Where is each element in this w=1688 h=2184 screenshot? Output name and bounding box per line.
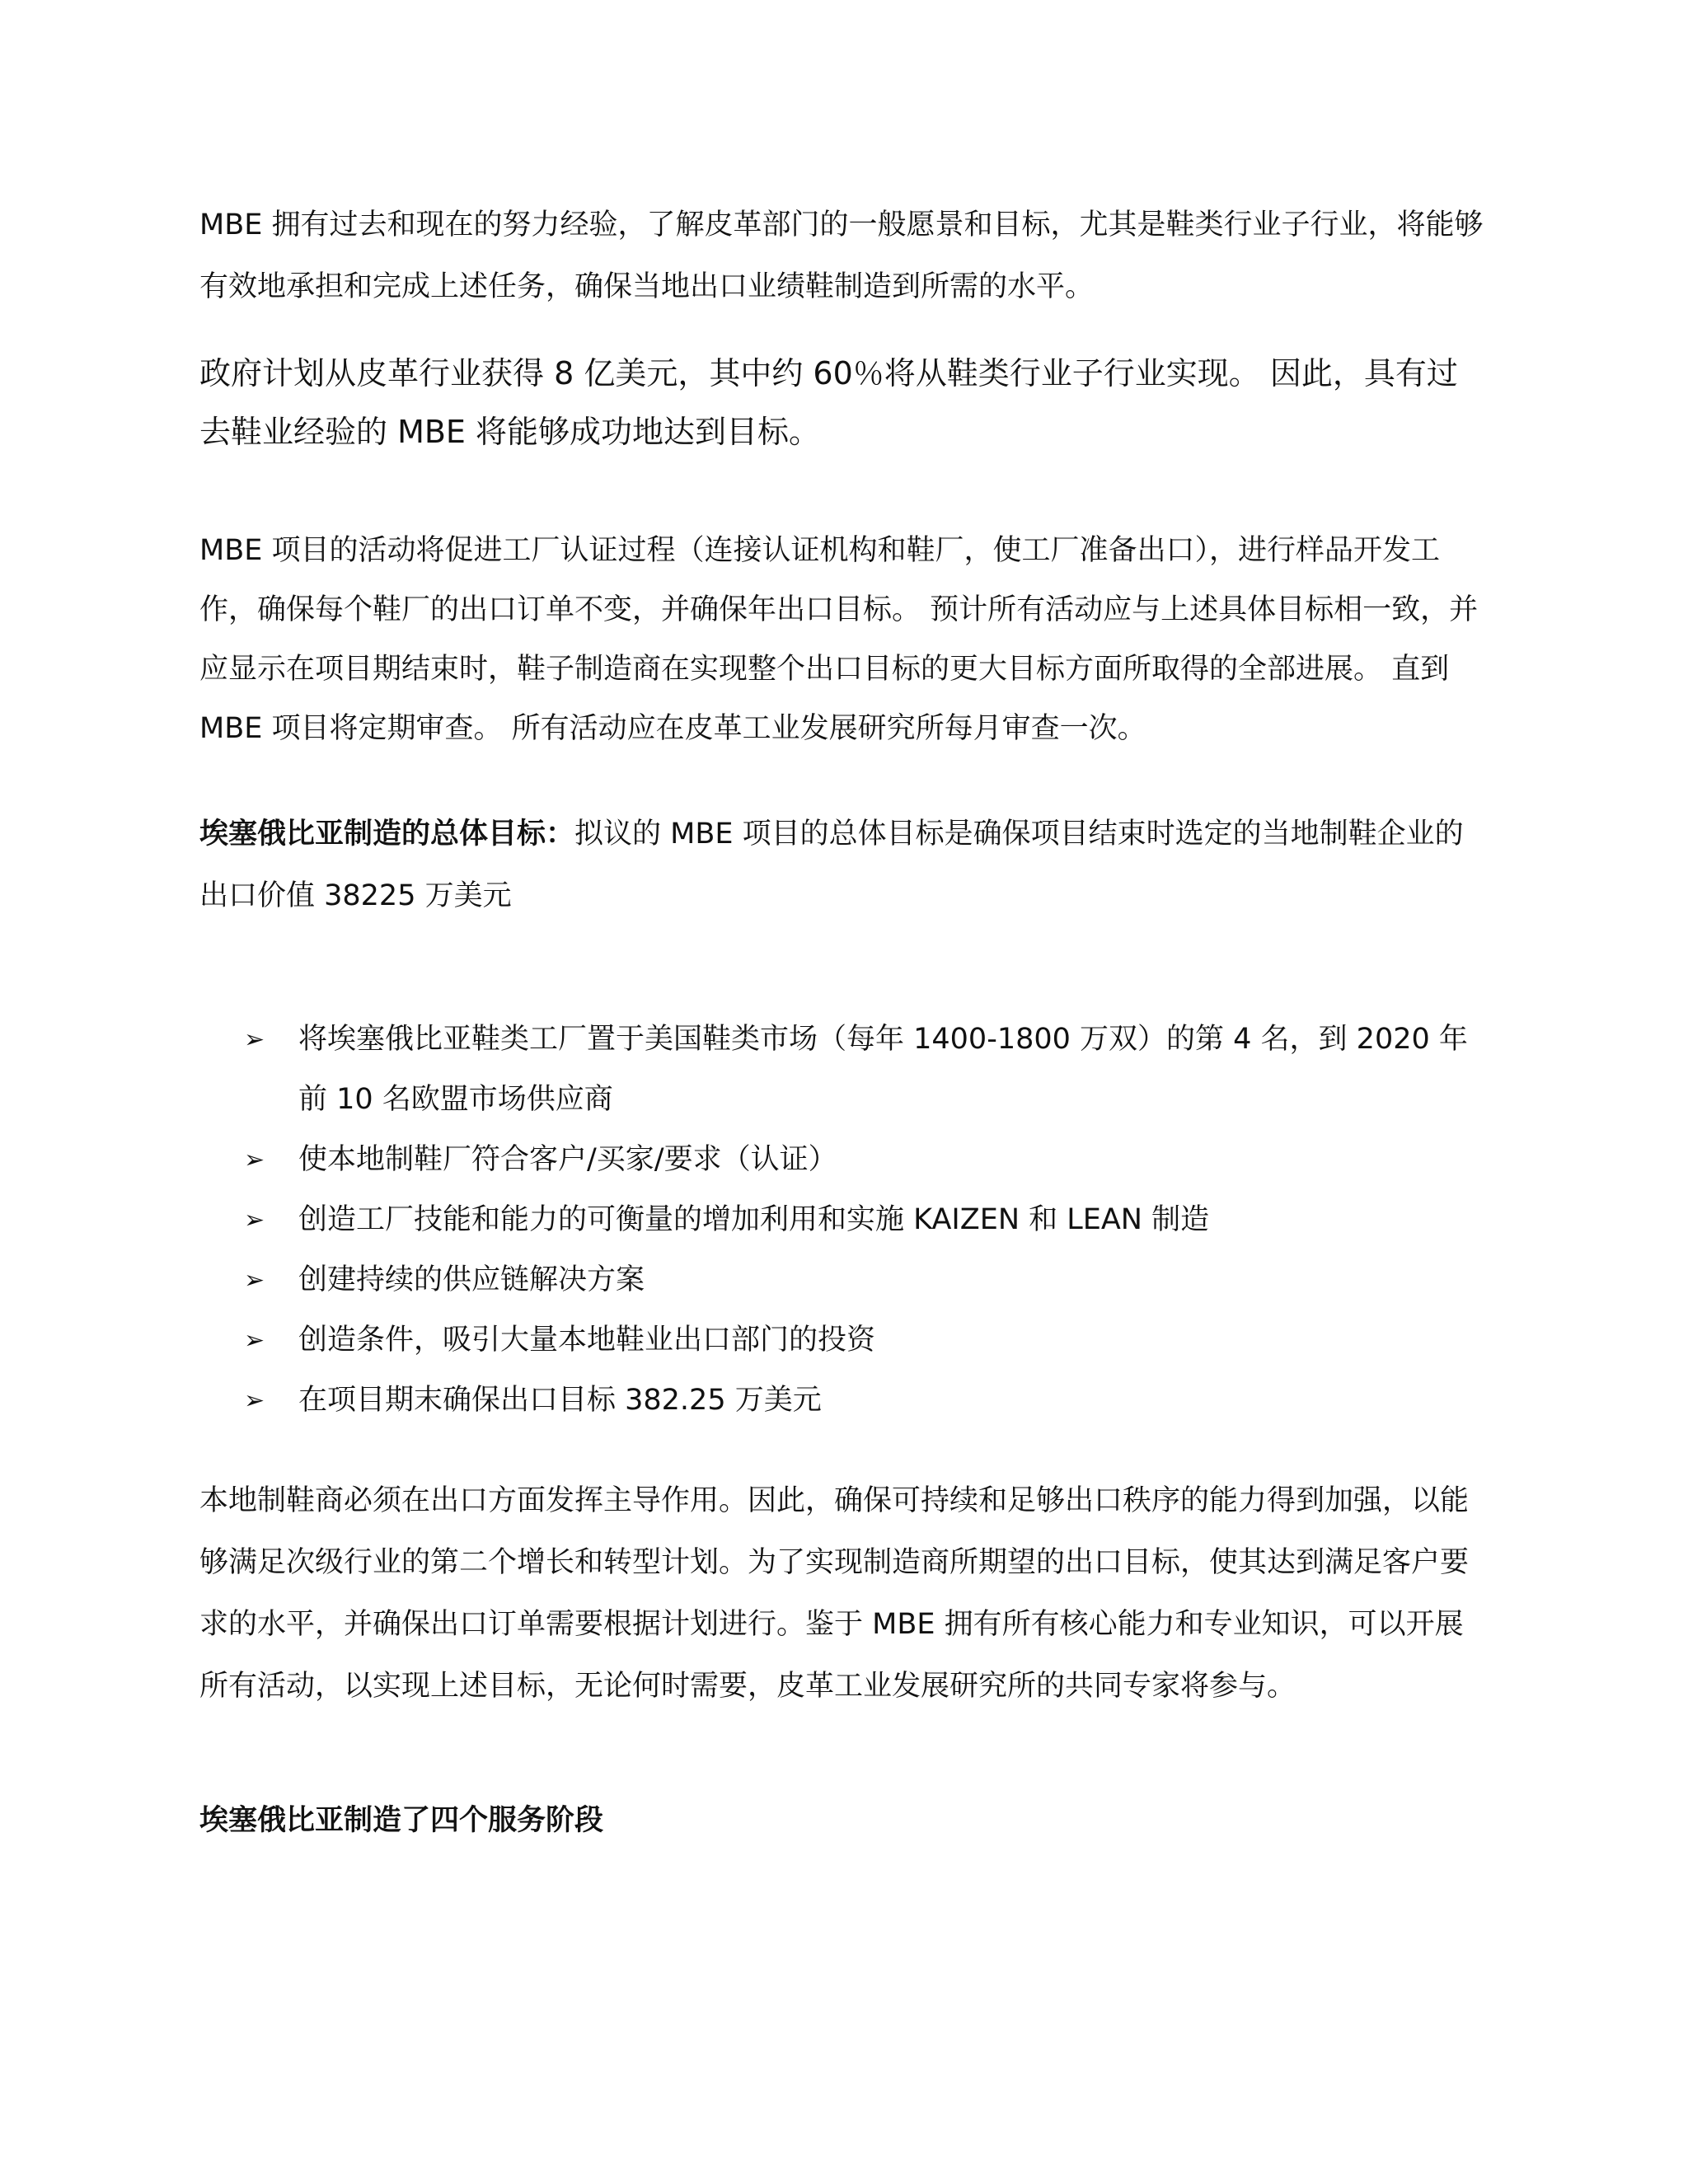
list-item-text: 在项目期末确保出口目标 382.25 万美元 — [298, 1384, 822, 1417]
list-item-text: 创造工厂技能和能力的可衡量的增加利用和实施 KAIZEN 和 LEAN 制造 — [298, 1203, 1210, 1236]
list-item-text: 将埃塞俄比亚鞋类工厂置于美国鞋类市场（每年 1400-1800 万双）的第 4 名，到 2020 年前 10 名欧盟市场供应商 — [298, 1023, 1468, 1116]
paragraph-project-activities: MBE 项目的活动将促进工厂认证过程（连接认证机构和鞋厂，使工厂准备出口），进行样品开发工作，确保每个鞋厂的出口订单不变，并确保年出口目标。 预计所有活动应与上述具体目标相一致，并应显示在项目期结束时，鞋子制造商在实现整个出口目标的更大目标方面所取得的全部进展。 直到 MBE 项目将定期审查。 所有活动应在皮革工业发展研究所每月审查一次。 — [199, 534, 1479, 745]
arrow-bullet-icon: ➢ — [244, 1146, 265, 1174]
paragraph-government-plan: 政府计划从皮革行业获得 8 亿美元，其中约 60％将从鞋类行业子行业实现。 因此，具有过去鞋业经验的 MBE 将能够成功地达到目标。 — [199, 355, 1458, 450]
overall-goal-text: 拟议的 MBE 项目的总体目标是确保项目结束时选定的当地制鞋企业的出口价值 38225 万美元 — [199, 818, 1464, 912]
list-item-text: 创建持续的供应链解决方案 — [298, 1263, 645, 1296]
arrow-bullet-icon: ➢ — [244, 1266, 265, 1295]
list-item — [244, 1250, 1489, 1310]
list-item — [244, 1310, 1489, 1371]
list-item — [244, 1010, 1489, 1130]
objectives-list — [244, 1010, 1489, 1431]
paragraph-overall-goal — [199, 804, 1485, 927]
list-item — [244, 1371, 1489, 1431]
overall-goal-label: 埃塞俄比亚制造的总体目标： — [199, 818, 575, 851]
arrow-bullet-icon: ➢ — [244, 1025, 265, 1054]
list-item — [244, 1130, 1489, 1190]
list-item — [244, 1190, 1489, 1250]
section-heading-service-phases: 埃塞俄比亚制造了四个服务阶段 — [199, 1804, 604, 1837]
arrow-bullet-icon: ➢ — [244, 1206, 265, 1235]
list-item-text: 使本地制鞋厂符合客户/买家/要求（认证） — [298, 1143, 837, 1176]
arrow-bullet-icon: ➢ — [244, 1326, 265, 1355]
paragraph-local-manufacturers: 本地制鞋商必须在出口方面发挥主导作用。因此，确保可持续和足够出口秩序的能力得到加强，以能够满足次级行业的第二个增长和转型计划。为了实现制造商所期望的出口目标，使其达到满足客户要求的水平，并确保出口订单需要根据计划进行。鉴于 MBE 拥有所有核心能力和专业知识，可以开展所有活动，以实现上述目标，无论何时需要，皮革工业发展研究所的共同专家将参与。 — [199, 1484, 1470, 1703]
paragraph-mbe-experience: MBE 拥有过去和现在的努力经验，了解皮革部门的一般愿景和目标，尤其是鞋类行业子行业，将能够有效地承担和完成上述任务，确保当地出口业绩鞋制造到所需的水平。 — [199, 209, 1484, 303]
arrow-bullet-icon: ➢ — [244, 1386, 265, 1415]
list-item-text: 创造条件，吸引大量本地鞋业出口部门的投资 — [298, 1324, 876, 1357]
